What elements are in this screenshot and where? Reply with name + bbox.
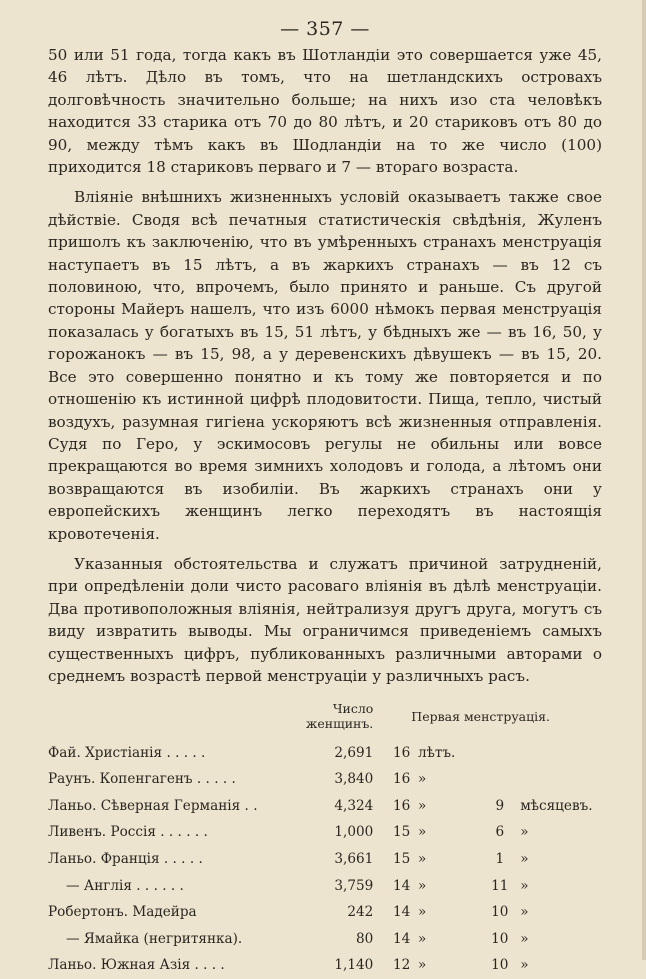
row-count: 3,759 xyxy=(334,877,374,894)
row-months xyxy=(479,739,520,766)
row-months-unit: » xyxy=(520,851,529,868)
row-years-unit: лѣтъ. xyxy=(418,744,456,761)
row-months-unit: » xyxy=(520,957,529,974)
table-row xyxy=(48,899,602,926)
row-months-unit xyxy=(520,766,602,793)
row-years-unit: » xyxy=(418,851,427,868)
row-count: 4,324 xyxy=(334,797,374,814)
row-years-unit: » xyxy=(418,771,427,788)
table-row xyxy=(48,846,602,873)
row-dots: . . . . . xyxy=(163,851,203,868)
table-row xyxy=(48,872,602,899)
row-months: 11 xyxy=(491,877,509,894)
row-years-unit: » xyxy=(418,877,427,894)
row-months-unit: » xyxy=(520,877,529,894)
row-years: 15 xyxy=(392,851,411,868)
row-months-unit: мѣсяцевъ. xyxy=(520,797,593,814)
table-header-row xyxy=(48,701,602,739)
row-years: 14 xyxy=(392,904,411,921)
row-dots: . . xyxy=(244,797,258,814)
row-source: Ливенъ. Россія xyxy=(48,824,156,841)
page-edge xyxy=(642,0,646,960)
row-years: 14 xyxy=(392,930,411,947)
row-source: Ланьо. Сѣверная Германія xyxy=(48,797,241,814)
row-years: 16 xyxy=(392,744,411,761)
row-count: 2,691 xyxy=(334,744,374,761)
row-source: Ланьо. Южная Азія xyxy=(48,957,191,974)
row-count: 3,661 xyxy=(334,851,374,868)
row-months: 9 xyxy=(495,797,505,814)
row-months-unit: » xyxy=(520,824,529,841)
row-months: 1 xyxy=(495,851,505,868)
header-menstruation: Первая менструація. xyxy=(411,708,551,724)
table-row xyxy=(48,793,602,820)
page-number: — 357 — xyxy=(280,18,370,40)
row-years-unit: » xyxy=(418,824,427,841)
table-row xyxy=(48,819,602,846)
row-years-unit: » xyxy=(418,957,427,974)
row-count: 80 xyxy=(355,930,374,947)
row-count: 3,840 xyxy=(334,771,374,788)
row-count: 1,140 xyxy=(334,957,374,974)
row-months-unit: » xyxy=(520,930,529,947)
row-dots: . . . . . . xyxy=(136,877,184,894)
header-count: Число женщинъ. xyxy=(305,701,374,732)
paragraph-2: Вліяніе внѣшнихъ жизненныхъ условій оказываетъ также свое дѣйствіе. Сводя всѣ печатныя статистическія свѣдѣнія, Жуленъ пришолъ къ заключенію, что въ умѣренныхъ странахъ менструація наступаетъ въ 15 лѣтъ, а въ жаркихъ странахъ — въ 12 съ половиною, что, впрочемъ, было принято и раньше. Съ другой стороны Майеръ нашелъ, что изъ 6000 нѣмокъ первая менструація показалась у богатыхъ въ 15, 51 лѣтъ, у бѣдныхъ же — въ 16, 50, у горожанокъ — въ 15, 98, а у деревенскихъ дѣвушекъ — въ 15, 20. Все это совершенно понятно и къ тому же повторяется и по отношенію къ истинной цифрѣ плодовитости. Пища, тепло, чистый воздухъ, разумная гигіена ускоряютъ всѣ жизненныя отправленія. Судя по Геро, у эскимосовъ регулы не обильны или вовсе прекращаются во время зимнихъ холодовъ и голода, а лѣтомъ они возвращаются въ изобиліи. Въ жаркихъ странахъ они у европейскихъ женщинъ легко переходятъ въ настоящія кровотеченія. xyxy=(48,188,602,543)
table-row xyxy=(48,926,602,953)
row-months xyxy=(479,766,520,793)
row-months-unit xyxy=(520,739,602,766)
row-dots: . . . . xyxy=(194,957,225,974)
row-years-unit: » xyxy=(418,797,427,814)
row-months: 10 xyxy=(491,930,509,947)
paragraph-3: Указанныя обстоятельства и служатъ причиной затрудненій, при опредѣленіи доли чисто расоваго вліянія въ дѣлѣ менструаціи. Два противоположныя вліянія, нейтрализуя другъ друга, могутъ съ виду извратить выводы. Мы ограничимся приведеніемъ самыхъ существенныхъ цифръ, публикованныхъ различными авторами о среднемъ возрастѣ первой менструаціи у различныхъ расъ. xyxy=(48,554,602,685)
row-months: 10 xyxy=(491,957,509,974)
row-months: 6 xyxy=(495,824,505,841)
table-row xyxy=(48,739,602,766)
row-years: 12 xyxy=(392,957,411,974)
row-years: 16 xyxy=(392,797,411,814)
row-months: 10 xyxy=(491,904,509,921)
row-dots: . . . . . xyxy=(166,744,206,761)
table-row xyxy=(48,952,602,979)
row-source: Фай. Христіанія xyxy=(48,744,163,761)
row-source: — Ямайка (негритянка). xyxy=(66,930,243,947)
row-source: Ланьо. Франція xyxy=(48,851,160,868)
row-dots: . . . . . . xyxy=(160,824,208,841)
row-source: Раунъ. Копенгагенъ xyxy=(48,771,193,788)
table-row xyxy=(48,766,602,793)
row-count: 242 xyxy=(347,904,374,921)
row-years: 15 xyxy=(392,824,411,841)
row-years-unit: » xyxy=(418,930,427,947)
row-years: 14 xyxy=(392,877,411,894)
row-count: 1,000 xyxy=(334,824,374,841)
row-source: Робертонъ. Мадейра xyxy=(48,904,197,921)
row-years: 16 xyxy=(392,771,411,788)
row-years-unit: » xyxy=(418,904,427,921)
row-dots: . . . . . xyxy=(196,771,236,788)
row-months-unit: » xyxy=(520,904,529,921)
menstruation-table xyxy=(48,701,602,978)
row-source: — Англія xyxy=(66,877,132,894)
paragraph-1: 50 или 51 года, тогда какъ въ Шотландіи это совершается уже 45, 46 лѣтъ. Дѣло въ томъ, что на шетландскихъ островахъ долговѣчность значительно больше; на нихъ изо ста человѣкъ находится 33 старика отъ 70 до 80 лѣтъ, и 20 стариковъ отъ 80 до 90, между тѣмъ какъ въ Шодландіи на то же число (100) приходится 18 стариковъ перваго и 7 — втораго возраста. xyxy=(48,46,602,177)
